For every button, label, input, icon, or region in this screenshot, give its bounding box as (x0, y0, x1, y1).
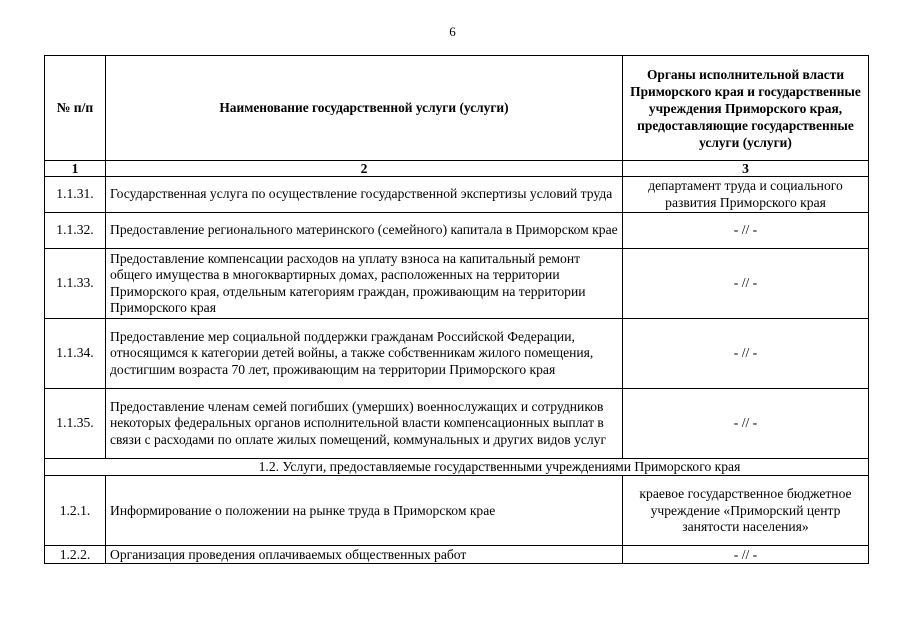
row-number: 1.1.34. (45, 319, 106, 389)
page-number: 6 (449, 24, 456, 39)
table-row (45, 177, 869, 213)
service-provider: - // - (623, 319, 869, 389)
section-title: 1.2. Услуги, предоставляемые государственными учреждениями Приморского края (45, 459, 869, 476)
table-row (45, 476, 869, 546)
service-name: Предоставление членам семей погибших (умерших) военнослужащих и сотрудников некоторых федеральных органов исполнительной власти компенсационных выплат в связи с расходами по оплате жилых помещений, коммунальных и других видов услуг (106, 389, 623, 459)
column-number-3: 3 (623, 161, 869, 177)
column-number-row (45, 161, 869, 177)
table-row (45, 249, 869, 319)
table-row (45, 389, 869, 459)
table-row (45, 319, 869, 389)
services-table (44, 55, 869, 564)
row-number: 1.2.1. (45, 476, 106, 546)
service-provider: краевое государственное бюджетное учреждение «Приморский центр занятости населения» (623, 476, 869, 546)
service-provider: департамент труда и социального развития Приморского края (623, 177, 869, 213)
row-number: 1.1.35. (45, 389, 106, 459)
table-row (45, 546, 869, 564)
service-name: Организация проведения оплачиваемых общественных работ (106, 546, 623, 564)
service-provider: - // - (623, 213, 869, 249)
service-name: Государственная услуга по осуществление государственной экспертизы условий труда (106, 177, 623, 213)
header-authorities: Органы исполнительной власти Приморского края и государственные учреждения Приморского края, предоставляющие государственные услуги (услуги) (623, 56, 869, 161)
service-provider: - // - (623, 249, 869, 319)
header-number: № п/п (45, 56, 106, 161)
table-row (45, 213, 869, 249)
header-service-name: Наименование государственной услуги (услуги) (106, 56, 623, 161)
column-number-2: 2 (106, 161, 623, 177)
row-number: 1.2.2. (45, 546, 106, 564)
column-number-1: 1 (45, 161, 106, 177)
service-name: Предоставление мер социальной поддержки гражданам Российской Федерации, относящимся к категории детей войны, а также собственникам жилого помещения, достигшим возраста 70 лет, проживающим на территории Приморского края (106, 319, 623, 389)
service-provider: - // - (623, 389, 869, 459)
service-name: Предоставление регионального материнского (семейного) капитала в Приморском крае (106, 213, 623, 249)
section-row (45, 459, 869, 476)
row-number: 1.1.32. (45, 213, 106, 249)
row-number: 1.1.31. (45, 177, 106, 213)
table-header-row (45, 56, 869, 161)
service-name: Информирование о положении на рынке труда в Приморском крае (106, 476, 623, 546)
service-provider: - // - (623, 546, 869, 564)
row-number: 1.1.33. (45, 249, 106, 319)
service-name: Предоставление компенсации расходов на уплату взноса на капитальный ремонт общего имущества в многоквартирных домах, расположенных на территории Приморского края, отдельным категориям граждан, проживающим на территории Приморского края (106, 249, 623, 319)
